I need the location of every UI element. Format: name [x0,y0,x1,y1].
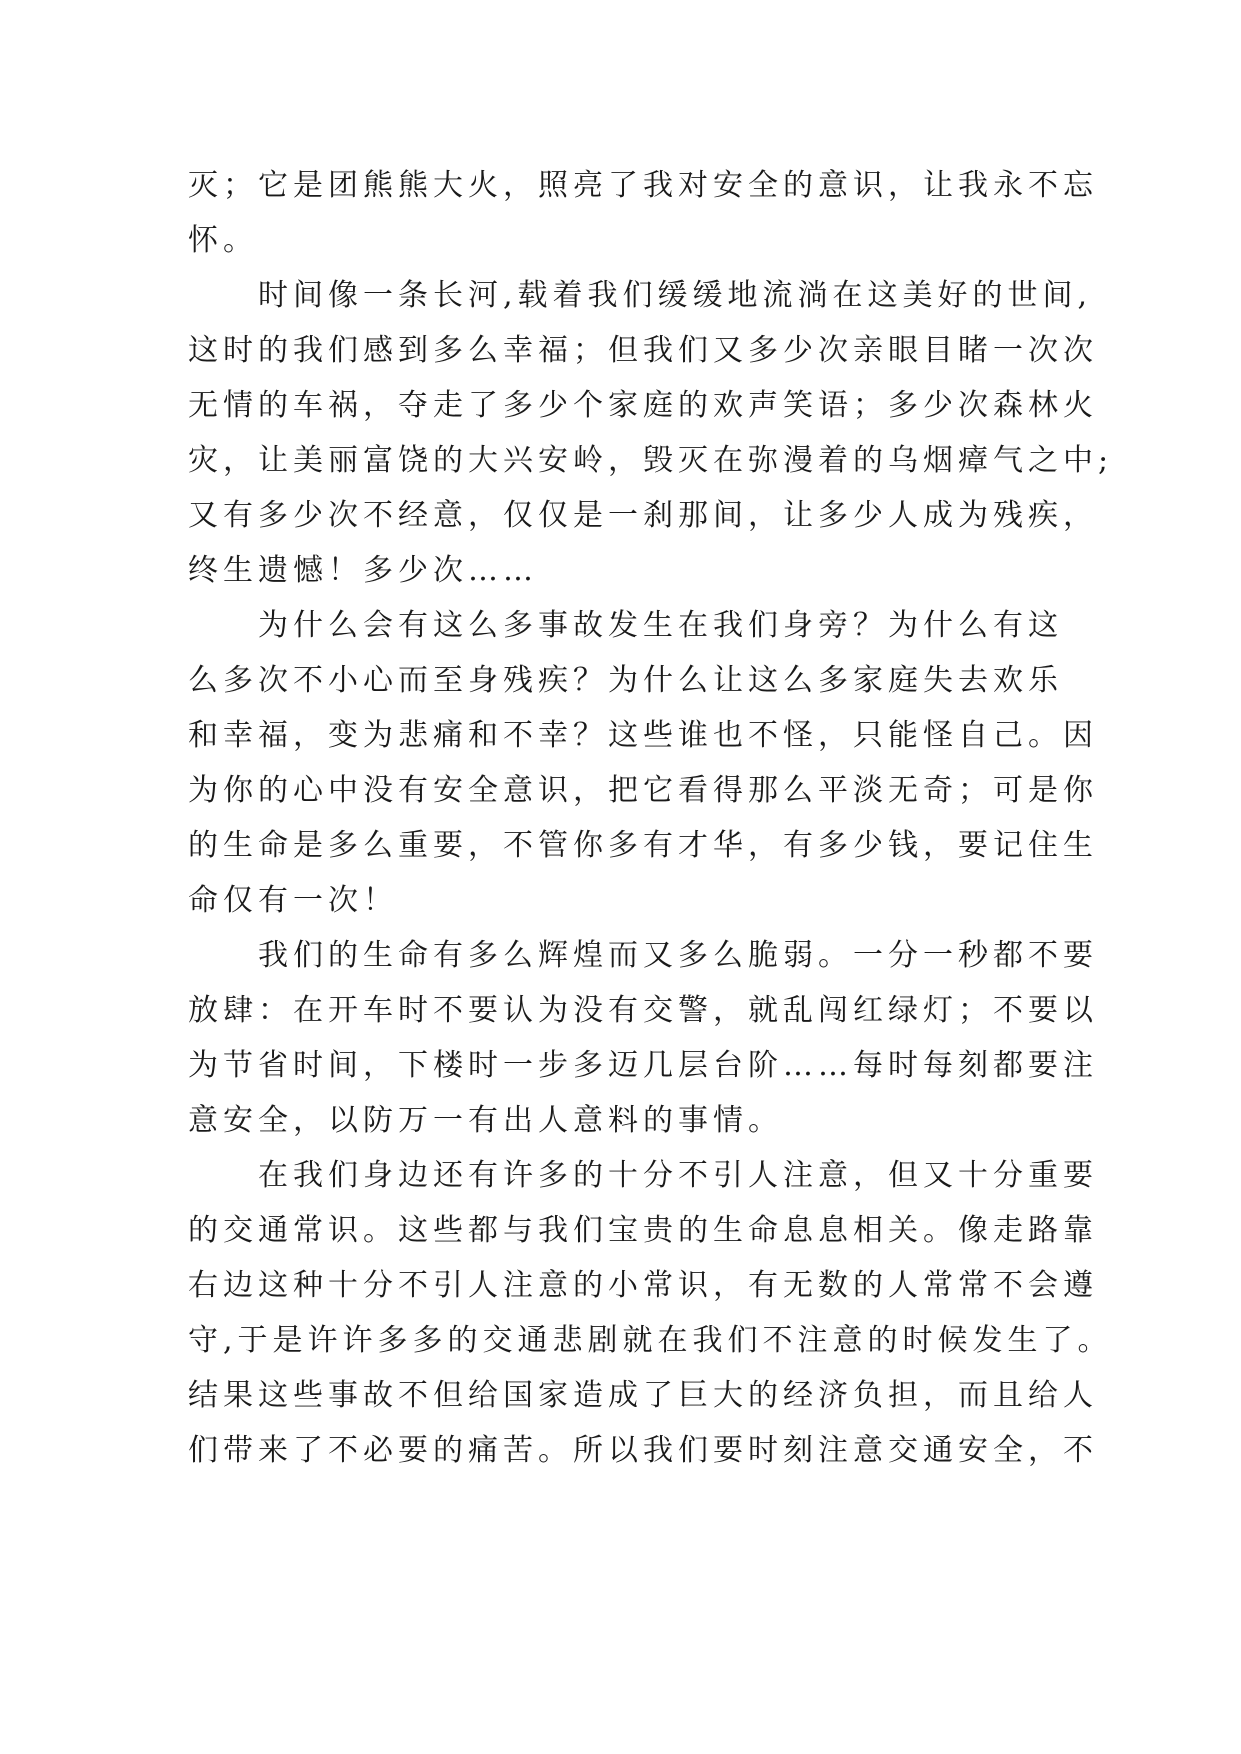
text-line: 我们的生命有多么辉煌而又多么脆弱。一分一秒都不要 [258,938,1098,973]
text-line: 命仅有一次！ [188,883,398,918]
text-line: 终生遗憾！多少次…… [188,553,538,588]
text-line: 灭；它是团熊熊大火，照亮了我对安全的意识，让我永不忘 [188,168,1098,203]
text-line: 灾，让美丽富饶的大兴安岭，毁灭在弥漫着的乌烟瘴气之中; [188,443,1114,478]
text-line: 的交通常识。这些都与我们宝贵的生命息息相关。像走路靠 [188,1213,1098,1248]
text-line: 意安全，以防万一有出人意料的事情。 [188,1103,783,1138]
text-line: 这时的我们感到多么幸福；但我们又多少次亲眼目睹一次次 [188,333,1098,368]
text-line: 么多次不小心而至身残疾？为什么让这么多家庭失去欢乐 [188,663,1063,698]
text-line: 的生命是多么重要，不管你多有才华，有多少钱，要记住生 [188,828,1098,863]
text-line: 为节省时间，下楼时一步多迈几层台阶……每时每刻都要注 [188,1048,1098,1083]
text-line: 时间像一条长河,载着我们缓缓地流淌在这美好的世间, [258,278,1093,313]
text-line: 放肆：在开车时不要认为没有交警，就乱闯红绿灯；不要以 [188,993,1098,1028]
text-line: 右边这种十分不引人注意的小常识，有无数的人常常不会遵 [188,1268,1098,1303]
text-line: 无情的车祸，夺走了多少个家庭的欢声笑语；多少次森林火 [188,388,1098,423]
text-line: 怀。 [188,223,258,258]
text-line: 又有多少次不经意，仅仅是一刹那间，让多少人成为残疾， [188,498,1098,533]
text-line: 守,于是许许多多的交通悲剧就在我们不注意的时候发生了。 [188,1323,1113,1358]
text-line: 在我们身边还有许多的十分不引人注意，但又十分重要 [258,1158,1098,1193]
text-line: 结果这些事故不但给国家造成了巨大的经济负担，而且给人 [188,1378,1098,1413]
text-line: 为什么会有这么多事故发生在我们身旁？为什么有这 [258,608,1063,643]
text-line: 和幸福，变为悲痛和不幸？这些谁也不怪，只能怪自己。因 [188,718,1098,753]
body-text [188,158,1114,1478]
text-line: 们带来了不必要的痛苦。所以我们要时刻注意交通安全，不 [188,1433,1098,1468]
text-line: 为你的心中没有安全意识，把它看得那么平淡无奇；可是你 [188,773,1098,808]
